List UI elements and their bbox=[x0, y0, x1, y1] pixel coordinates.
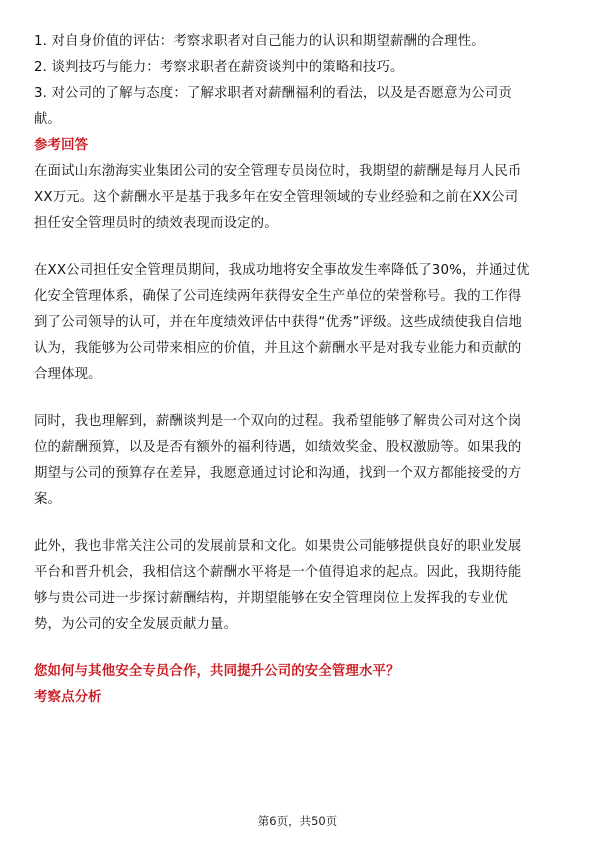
criteria-item-continuation: 献。 bbox=[34, 112, 62, 127]
paragraph-line: 平台和晋升机会，我相信这个薪酬水平将是一个值得追求的起点。因此，我期待能 bbox=[34, 565, 522, 580]
answer-paragraph bbox=[34, 534, 562, 638]
paragraph-line: 担任安全管理员时的绩效表现而设定的。 bbox=[34, 216, 278, 231]
criteria-item: 3. 对公司的了解与态度：了解求职者对薪酬福利的看法，以及是否愿意为公司贡 bbox=[34, 86, 512, 101]
analysis-heading: 考察点分析 bbox=[34, 690, 102, 705]
answer-paragraph bbox=[34, 159, 562, 237]
paragraph-gap bbox=[34, 638, 562, 659]
paragraph-line: 位的薪酬预算，以及是否有额外的福利待遇，如绩效奖金、股权激励等。如果我的 bbox=[34, 440, 522, 455]
paragraph-line: 案。 bbox=[34, 492, 62, 507]
criteria-list bbox=[34, 29, 562, 133]
paragraph-line: 够与贵公司进一步探讨薪酬结构，并期望能够在安全管理岗位上发挥我的专业优 bbox=[34, 591, 508, 606]
paragraph-line: 化安全管理体系，确保了公司连续两年获得安全生产单位的荣誉称号。我的工作得 bbox=[34, 289, 522, 304]
paragraph-line: 此外，我也非常关注公司的发展前景和文化。如果贵公司能够提供良好的职业发展 bbox=[34, 539, 522, 554]
paragraph-gap bbox=[34, 388, 562, 409]
paragraph-gap bbox=[34, 237, 562, 258]
paragraph-line: 期望与公司的预算存在差异，我愿意通过讨论和沟通，找到一个双方都能接受的方 bbox=[34, 466, 522, 481]
reference-answer-heading: 参考回答 bbox=[34, 138, 89, 153]
paragraph-line: 在XX公司担任安全管理员期间，我成功地将安全事故发生率降低了30%，并通过优 bbox=[34, 263, 530, 278]
page-number-footer: 第6页，共50页 bbox=[257, 814, 338, 828]
paragraph-line: 在面试山东渤海实业集团公司的安全管理专员岗位时，我期望的薪酬是每月人民币 bbox=[34, 164, 522, 179]
page-content bbox=[34, 29, 562, 711]
paragraph-line: 合理体现。 bbox=[34, 367, 102, 382]
paragraph-line: 势，为公司的安全发展贡献力量。 bbox=[34, 617, 238, 632]
paragraph-line: 认为，我能够为公司带来相应的价值，并且这个薪酬水平是对我专业能力和贡献的 bbox=[34, 341, 522, 356]
paragraph-gap bbox=[34, 513, 562, 534]
answer-paragraph bbox=[34, 258, 562, 388]
next-question-heading: 您如何与其他安全专员合作，共同提升公司的安全管理水平？ bbox=[34, 664, 400, 679]
criteria-item: 1. 对自身价值的评估：考察求职者对自己能力的认识和期望薪酬的合理性。 bbox=[34, 34, 485, 49]
paragraph-line: 到了公司领导的认可，并在年度绩效评估中获得“优秀”评级。这些成绩使我自信地 bbox=[34, 315, 523, 330]
answer-paragraph bbox=[34, 409, 562, 513]
paragraph-line: XX万元。这个薪酬水平是基于我多年在安全管理领域的专业经验和之前在XX公司 bbox=[34, 190, 519, 205]
criteria-item: 2. 谈判技巧与能力：考察求职者在薪资谈判中的策略和技巧。 bbox=[34, 60, 404, 75]
paragraph-line: 同时，我也理解到，薪酬谈判是一个双向的过程。我希望能够了解贵公司对这个岗 bbox=[34, 414, 522, 429]
